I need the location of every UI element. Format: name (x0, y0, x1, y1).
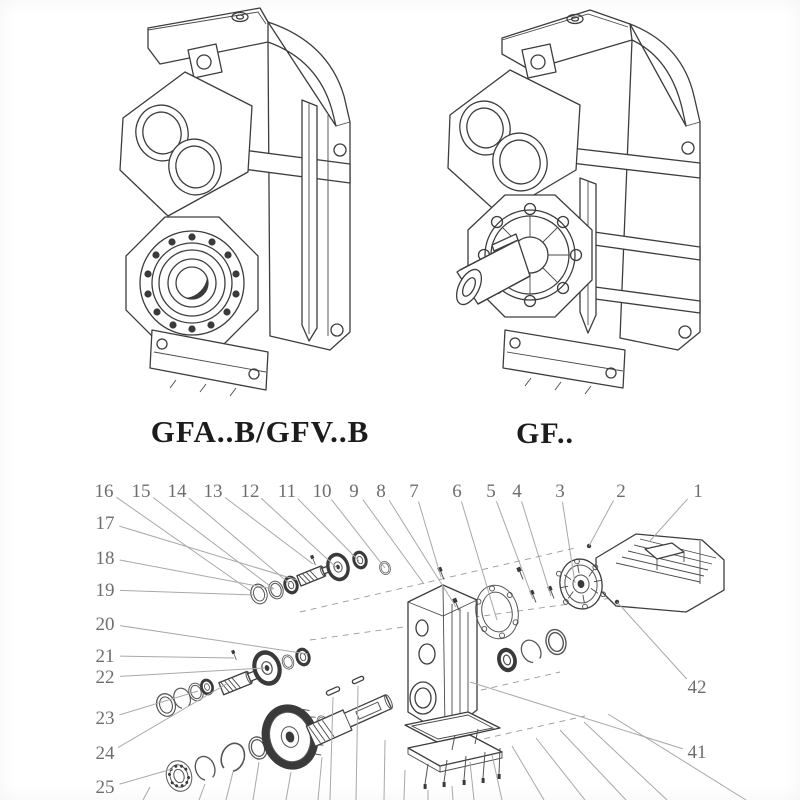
leader-line-13 (225, 497, 313, 564)
callout-number-5: 5 (486, 481, 496, 502)
snap-ring (192, 754, 218, 782)
bearing (494, 646, 519, 675)
callout-number-7: 7 (409, 481, 419, 502)
callout-number-8: 8 (376, 481, 386, 502)
pinion-shaft (219, 668, 259, 694)
callout-number-11: 11 (277, 481, 297, 502)
callout-number-12: 12 (240, 481, 260, 502)
leader-line-17 (119, 526, 297, 580)
leader-line-41 (470, 682, 683, 749)
seal-ring (543, 627, 568, 656)
motor (555, 534, 724, 613)
callout-number-14: 14 (167, 481, 187, 502)
leader-line-2 (589, 501, 613, 546)
callout-number-19: 19 (95, 580, 115, 601)
leader-line-11 (298, 499, 359, 561)
leader-line-1 (649, 499, 688, 542)
callout-number-9: 9 (349, 481, 359, 502)
figure-label-gf: GF.. (516, 417, 574, 450)
callout-number-2: 2 (616, 481, 626, 502)
shaft-keys (326, 676, 365, 696)
seal-ring (267, 579, 286, 600)
callout-number-15: 15 (131, 481, 151, 502)
callout-number-6: 6 (452, 481, 462, 502)
gear-wheel (323, 550, 354, 585)
leader-line-16 (116, 497, 252, 592)
input-shaft-parts (248, 549, 392, 606)
leader-line-42 (617, 602, 687, 679)
callout-number-21: 21 (95, 646, 115, 667)
figure-label-gfa-gfv: GFA..B/GFV..B (150, 414, 370, 449)
bearing (350, 549, 370, 572)
leader-line-15 (153, 498, 274, 589)
callout-number-3: 3 (555, 481, 565, 502)
callout-number-22: 22 (95, 667, 115, 688)
callout-number-4: 4 (512, 481, 522, 502)
callout-number-25: 25 (95, 777, 115, 798)
leader-line-4 (522, 501, 551, 596)
ball-bearing (162, 757, 195, 794)
leader-line-24 (118, 683, 228, 748)
leader-line-20 (120, 626, 308, 654)
callout-number-16: 16 (94, 481, 114, 502)
output-side-parts (494, 627, 568, 674)
callout-number-24: 24 (95, 743, 115, 764)
leader-line-25 (119, 769, 172, 784)
callout-number-1: 1 (693, 481, 703, 502)
leader-line-18 (120, 560, 273, 589)
bearing (293, 646, 313, 669)
snap-ring (218, 740, 248, 773)
housing-cover-parts (405, 712, 502, 789)
washer (280, 653, 295, 670)
snap-ring (517, 637, 544, 665)
callout-number-10: 10 (312, 481, 332, 502)
gear-wheel (248, 646, 287, 689)
callout-number-42: 42 (687, 677, 707, 698)
callout-number-17: 17 (95, 513, 115, 534)
callout-number-23: 23 (95, 708, 115, 729)
callout-number-41: 41 (687, 742, 707, 763)
leader-line-5 (496, 501, 533, 599)
bearing (198, 677, 216, 697)
leader-line-19 (120, 590, 255, 595)
output-shaft (306, 691, 395, 747)
flange-gasket (471, 581, 523, 643)
pinion-shaft (297, 564, 331, 586)
end-cap (248, 582, 269, 606)
callout-number-13: 13 (203, 481, 223, 502)
leader-line-21 (120, 656, 234, 658)
output-shaft-parts (162, 676, 395, 795)
fastener-bolts (231, 555, 556, 661)
callout-number-18: 18 (95, 548, 115, 569)
callout-number-20: 20 (95, 614, 115, 635)
